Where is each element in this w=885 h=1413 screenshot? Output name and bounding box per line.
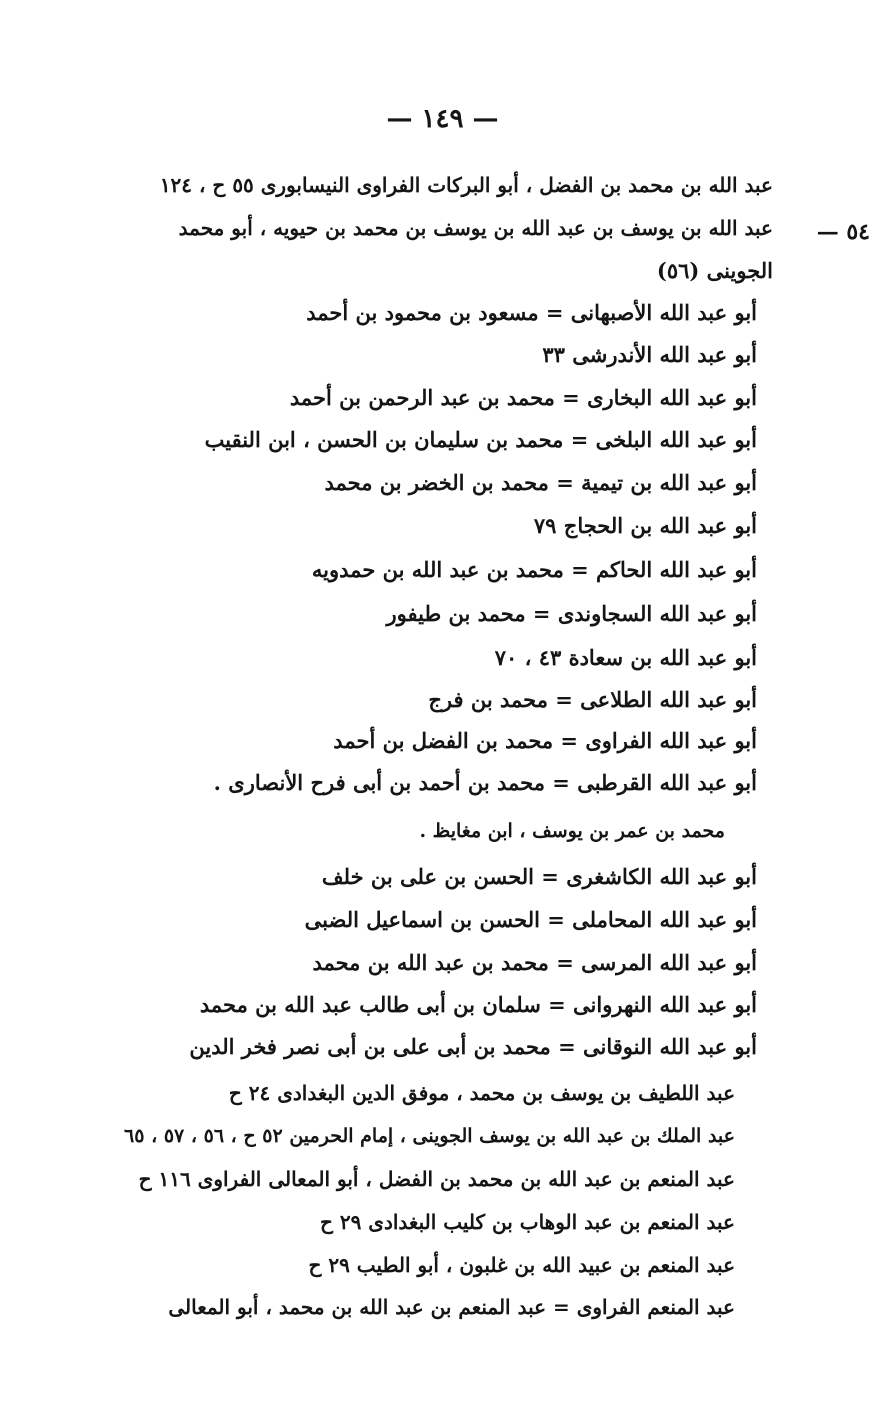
index-line: الجوينى (٥٦): [656, 258, 773, 283]
index-line: أبو عبد الله الأصبهانى = مسعود بن محمود بن أحمد: [306, 300, 757, 325]
index-line: أبو عبد الله المرسى = محمد بن عبد الله بن محمد: [312, 950, 757, 975]
index-line: أبو عبد الله السجاوندى = محمد بن طيفور: [386, 601, 757, 626]
index-line: محمد بن عمر بن يوسف ، ابن مغايظ .: [419, 820, 725, 842]
index-line: عبد المنعم بن عبيد الله بن غلبون ، أبو الطيب ٢٩ ح: [308, 1253, 735, 1277]
index-line: عبد اللطيف بن يوسف بن محمد ، موفق الدين البغدادى ٢٤ ح: [228, 1081, 735, 1105]
index-line: عبد المنعم الفراوى = عبد المنعم بن عبد الله بن محمد ، أبو المعالى: [168, 1295, 735, 1319]
index-line: أبو عبد الله الطلاعى = محمد بن فرج: [428, 687, 757, 712]
index-line: أبو عبد الله المحاملى = الحسن بن اسماعيل الضبى: [304, 907, 757, 932]
index-line: أبو عبد الله النوقانى = محمد بن أبى على بن أبى نصر فخر الدين: [189, 1034, 757, 1059]
index-line: أبو عبد الله الأندرشى ٣٣: [542, 342, 757, 367]
entry-marker: ٥٤ —: [816, 219, 870, 245]
index-line: عبد المنعم بن عبد الوهاب بن كليب البغدادى ٢٩ ح: [319, 1210, 735, 1234]
index-line: أبو عبد الله البلخى = محمد بن سليمان بن الحسن ، ابن النقيب: [204, 427, 757, 452]
index-line: أبو عبد الله الكاشغرى = الحسن بن على بن خلف: [321, 864, 757, 889]
index-line: عبد الملك بن عبد الله بن يوسف الجوينى ، إمام الحرمين ٥٢ ح ، ٥٦ ، ٥٧ ، ٦٥: [124, 1125, 735, 1147]
index-line: أبو عبد الله الحاكم = محمد بن عبد الله بن حمدويه: [311, 557, 757, 582]
page-number: — ١٤٩ —: [386, 104, 499, 134]
index-line: أبو عبد الله بن الحجاج ٧٩: [533, 513, 757, 538]
index-line: عبد الله بن محمد بن الفضل ، أبو البركات الفراوى النيسابورى ٥٥ ح ، ١٢٤: [159, 173, 773, 197]
index-line: عبد الله بن يوسف بن عبد الله بن يوسف بن محمد بن حيويه ، أبو محمد: [178, 216, 773, 240]
index-line: أبو عبد الله الفراوى = محمد بن الفضل بن أحمد: [333, 728, 757, 753]
index-line: عبد المنعم بن عبد الله بن محمد بن الفضل ، أبو المعالى الفراوى ١١٦ ح: [138, 1167, 735, 1191]
index-line: أبو عبد الله البخارى = محمد بن عبد الرحمن بن أحمد: [289, 385, 757, 410]
index-line: أبو عبد الله القرطبى = محمد بن أحمد بن أبى فرح الأنصارى .: [213, 770, 757, 795]
index-line: أبو عبد الله النهروانى = سلمان بن أبى طالب عبد الله بن محمد: [199, 992, 757, 1017]
index-line: أبو عبد الله بن تيمية = محمد بن الخضر بن محمد: [324, 470, 757, 495]
index-line: أبو عبد الله بن سعادة ٤٣ ، ٧٠: [494, 645, 757, 670]
